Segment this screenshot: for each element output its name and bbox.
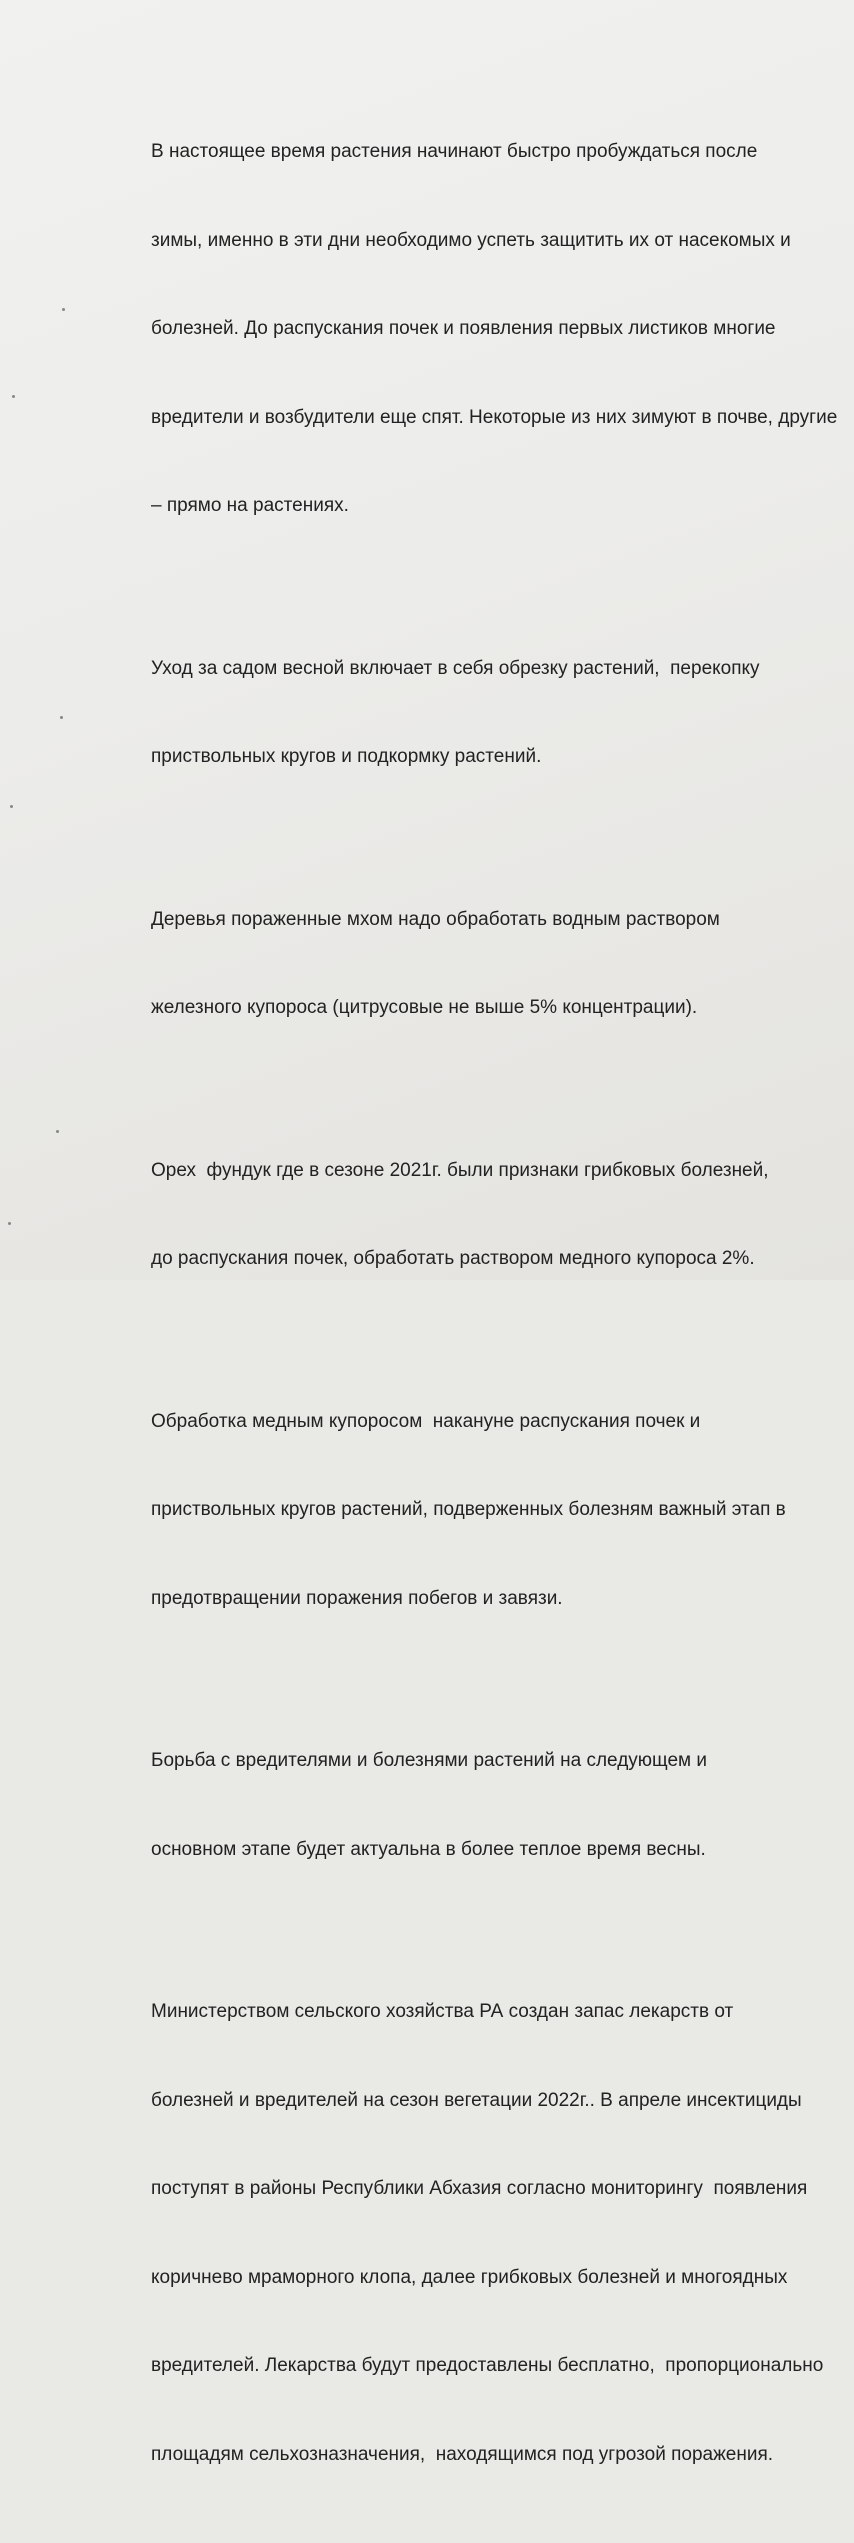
paragraph-5 xyxy=(96,1348,816,1673)
text-line: железного купороса (цитрусовые не выше 5% концентрации). xyxy=(151,997,698,1018)
paper-speck xyxy=(8,1222,11,1225)
text-line: В настоящее время растения начинают быстро пробуждаться после xyxy=(151,141,758,162)
text-line: приствольных кругов растений, подверженных болезням важный этап в xyxy=(151,1499,786,1520)
document-body xyxy=(96,78,838,2543)
text-line: Орех фундук где в сезоне 2021г. были признаки грибковых болезней, xyxy=(151,1159,769,1181)
paragraph-4 xyxy=(96,1097,816,1333)
text-line: Уход за садом весной включает в себя обрезку растений, перекопку xyxy=(151,657,760,679)
paper-speck xyxy=(60,716,63,719)
paper-speck xyxy=(12,395,15,398)
text-line: Деревья пораженные мхом надо обработать водным раствором xyxy=(151,908,720,930)
text-line: Министерством сельского хозяйства РА создан запас лекарств от xyxy=(151,2001,734,2022)
paragraph-1 xyxy=(96,78,838,580)
paragraph-3 xyxy=(96,846,816,1082)
text-line: основном этапе будет актуальна в более теплое время весны. xyxy=(151,1838,706,1860)
paragraph-6 xyxy=(96,1687,816,1923)
text-line: площадям сельхозназначения, находящимся под угрозой поражения. xyxy=(151,2443,774,2465)
text-line: зимы, именно в эти дни необходимо успеть защитить их от насекомых и xyxy=(151,229,791,251)
text-line: – прямо на растениях. xyxy=(151,495,349,516)
text-line: Борьба с вредителями и болезнями растений на следующем и xyxy=(151,1750,707,1771)
text-line: коричнево мраморного клопа, далее грибковых болезней и многоядных xyxy=(151,2266,788,2288)
text-line: вредители и возбудители еще спят. Некоторые из них зимуют в почве, другие xyxy=(151,406,838,428)
paragraph-2 xyxy=(96,595,816,831)
text-line: предотвращении поражения побегов и завязи. xyxy=(151,1587,563,1609)
text-line: болезней. До распускания почек и появления первых листиков многие xyxy=(151,318,776,339)
paragraph-7 xyxy=(96,1938,824,2528)
paper-speck xyxy=(10,805,13,808)
text-line: болезней и вредителей на сезон вегетации 2022г.. В апреле инсектициды xyxy=(151,2089,802,2111)
text-line: поступят в районы Республики Абхазия согласно мониторингу появления xyxy=(151,2178,808,2199)
text-line: до распускания почек, обработать раствором медного купороса 2%. xyxy=(151,1248,755,1269)
paper-speck xyxy=(56,1130,59,1133)
text-line: Обработка медным купоросом накануне распускания почек и xyxy=(151,1410,701,1432)
paper-speck xyxy=(62,308,65,311)
text-line: вредителей. Лекарства будут предоставлены бесплатно, пропорционально xyxy=(151,2355,824,2376)
text-line: приствольных кругов и подкормку растений. xyxy=(151,746,542,767)
